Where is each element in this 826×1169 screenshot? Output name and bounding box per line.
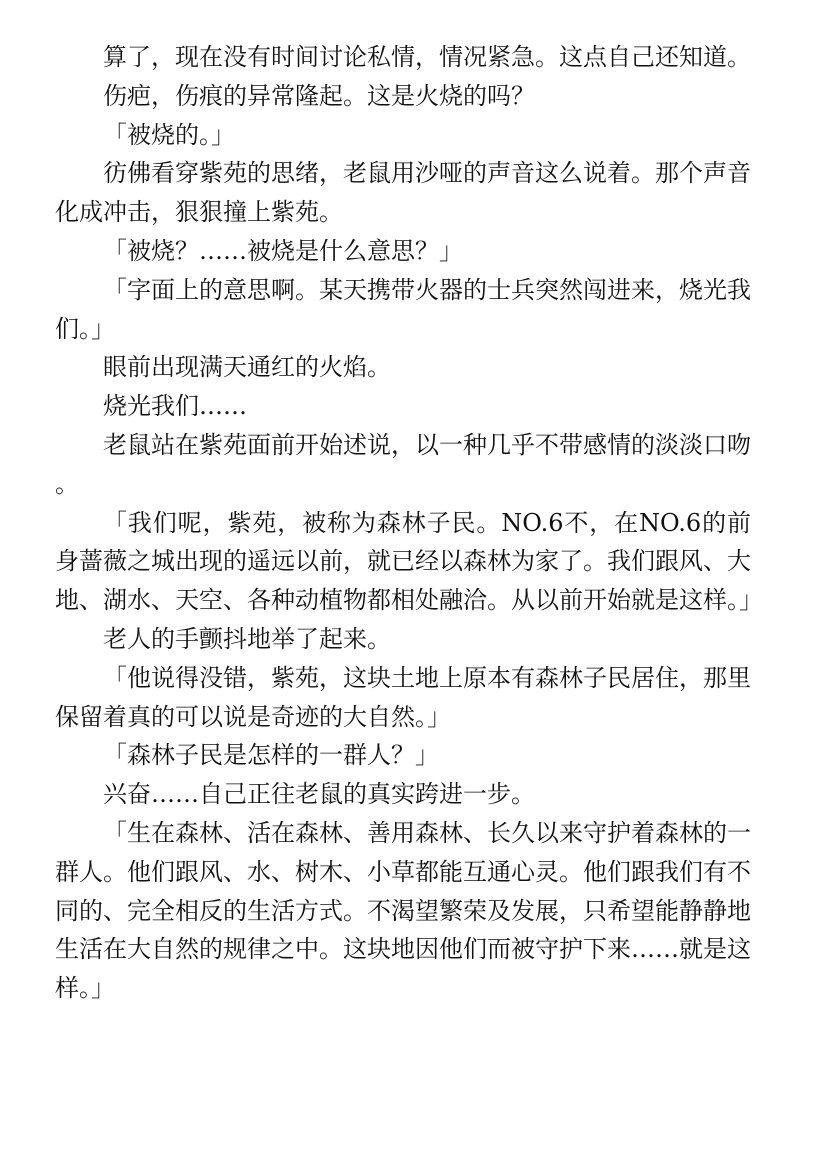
paragraph: 「生在森林、活在森林、善用森林、长久以来守护着森林的一群人。他们跟风、水、树木、小草都能互通心灵。他们跟我们有不同的、完全相反的生活方式。不渴望繁荣及发展，只希望能静静地生活在大自然的规律之中。这块地因他们而被守护下来……就是这样。」	[55, 818, 751, 1003]
paragraph: 「森林子民是怎样的一群人？」	[103, 741, 439, 770]
paragraph: 老鼠站在紫苑面前开始述说，以一种几乎不带感情的淡淡口吻。	[55, 430, 751, 498]
paragraph: 烧光我们……	[103, 392, 247, 421]
paragraph: 「被烧？……被烧是什么意思？」	[103, 236, 463, 265]
paragraph: 算了，现在没有时间讨论私情，情况紧急。这点自己还知道。	[103, 43, 751, 71]
paragraph: 「字面上的意思啊。某天携带火器的士兵突然闯进来，烧光我们。」	[55, 275, 751, 343]
paragraph: 「他说得没错，紫苑，这块土地上原本有森林子民居住，那里保留着真的可以说是奇迹的大自然。」	[55, 663, 751, 731]
paragraph: 「我们呢，紫苑，被称为森林子民。NO.6不，在NO.6的前身蔷薇之城出现的遥远以前，就已经以森林为家了。我们跟风、大地、湖水、天空、各种动植物都相处融洽。从以前开始就是这样。」	[55, 508, 763, 615]
paragraph: 眼前出现满天通红的火焰。	[103, 353, 391, 382]
paragraph: 彷佛看穿紫苑的思绪，老鼠用沙哑的声音这么说着。那个声音化成冲击，狠狠撞上紫苑。	[55, 159, 751, 227]
paragraph: 伤疤，伤痕的异常隆起。这是火烧的吗？	[103, 81, 535, 110]
paragraph: 老人的手颤抖地举了起来。	[103, 624, 391, 653]
paragraph: 兴奋……自己正往老鼠的真实跨进一步。	[103, 780, 535, 809]
document-page	[55, 38, 763, 1008]
paragraph: 「被烧的。」	[103, 120, 235, 149]
